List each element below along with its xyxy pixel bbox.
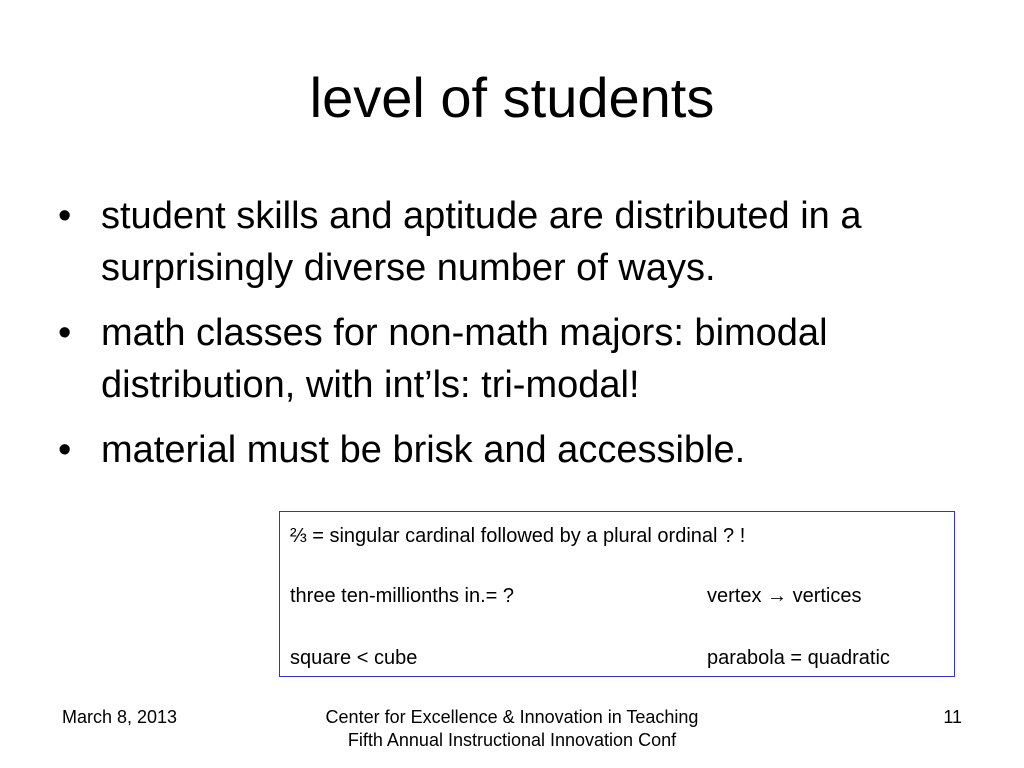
note-line-square-cube: square < cube [290, 647, 418, 669]
bullet-item [58, 190, 958, 294]
footer-page-number: 11 [943, 707, 962, 727]
slide-title: level of students [309, 66, 715, 129]
bullet-icon: • [58, 195, 72, 237]
bullet-text: material must be brisk and accessible. [101, 429, 746, 471]
footer-center-line2: Fifth Annual Instructional Innovation Conf [347, 730, 677, 750]
note-line-ten-millionths: three ten-millionths in.= ? [290, 585, 515, 607]
note-line-cardinal-ordinal: ⅔ = singular cardinal followed by a plural ordinal ? ! [290, 525, 746, 547]
footer-center-line1: Center for Excellence & Innovation in Teaching [325, 707, 699, 727]
bullet-text: student skills and aptitude are distributed in a surprisingly diverse number of ways. [101, 195, 862, 289]
bullet-text: math classes for non-math majors: bimodal distribution, with int’ls: tri-modal! [101, 312, 828, 406]
bullet-icon: • [58, 312, 72, 354]
bullet-item [58, 307, 958, 411]
footer-center [262, 706, 762, 752]
bullet-icon: • [58, 429, 72, 471]
note-line-vertex: vertex → vertices [707, 585, 862, 607]
note-line-parabola: parabola = quadratic [707, 647, 890, 669]
bullet-list [58, 190, 958, 489]
note-box [279, 511, 955, 677]
bullet-item [58, 424, 958, 476]
footer-date: March 8, 2013 [62, 707, 178, 727]
